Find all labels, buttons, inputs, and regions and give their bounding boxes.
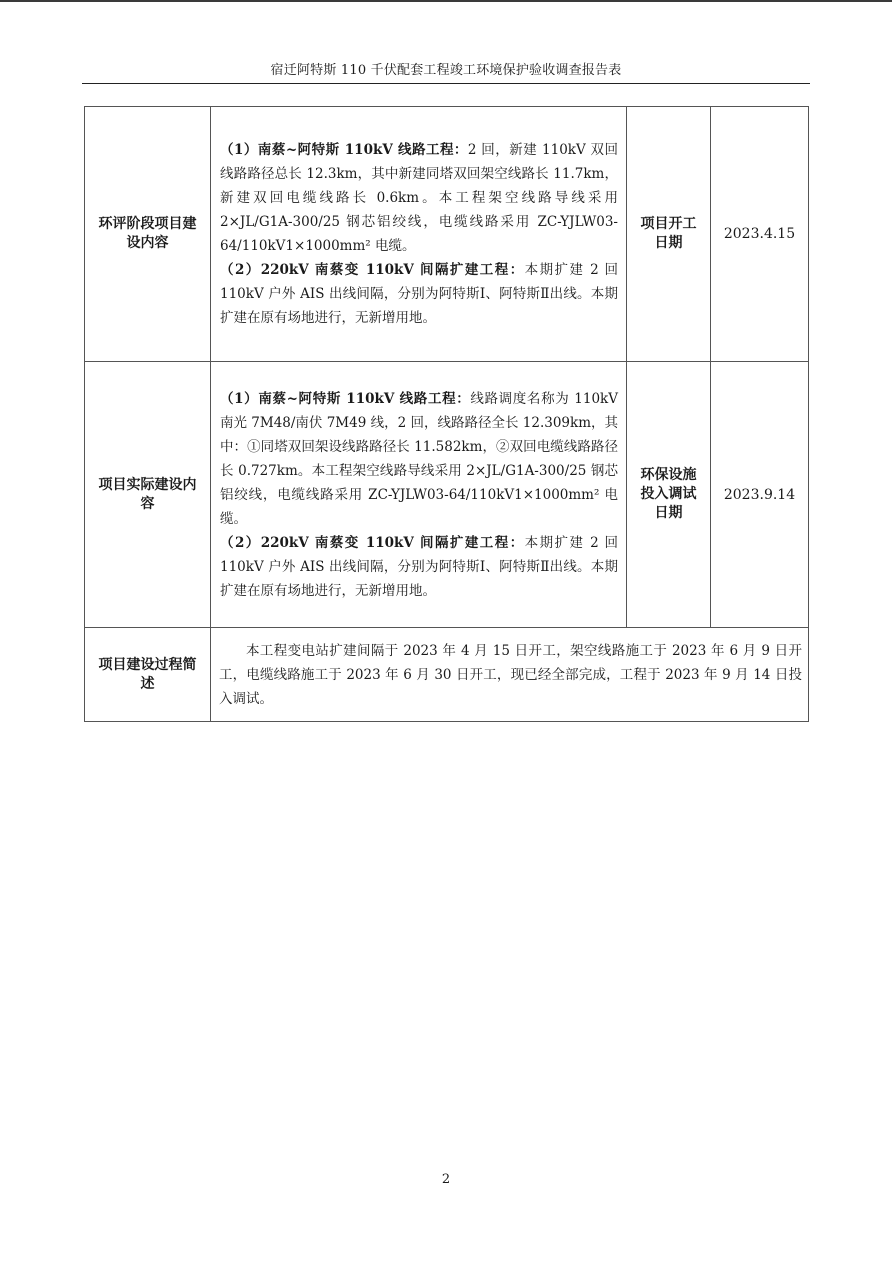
page-header-title: 宿迁阿特斯 110 千伏配套工程竣工环境保护验收调查报告表	[270, 63, 622, 78]
actual-item-1-text: 线路调度名称为 110kV 南光 7M48/南伏 7M49 线，2 回，线路路径全长 12.309km，其中：①同塔双回架设线路路径长 11.582km，②双回电缆线路路径长 0.727km。本工程架空线路导线采用 2×JL/G1A-300/25 钢芯铝绞线，电缆线路采用 ZC-YJLW03-64/110kV1×1000mm² 电缆。	[220, 390, 618, 527]
actual-item-1-title: （1）南蔡~阿特斯 110kV 线路工程：	[220, 390, 471, 407]
actual-item-2	[220, 531, 618, 603]
table-row-process-summary	[85, 628, 809, 722]
eia-item-1-text: 2 回，新建 110kV 双回线路路径总长 12.3km，其中新建同塔双回架空线路长 11.7km，新建双回电缆线路长 0.6km。本工程架空线路导线采用 2×JL/G1A-300/25 钢芯铝绞线，电缆线路采用 ZC-YJLW03-64/110kV1×1000mm² 电缆。	[220, 142, 618, 254]
commissioning-date-label: 环保设施投入调试日期	[627, 362, 711, 628]
row-label-process-summary: 项目建设过程简述	[85, 628, 211, 722]
eia-content-cell	[211, 107, 627, 362]
page-number: 2	[441, 1172, 451, 1187]
start-date-value: 2023.4.15	[711, 107, 809, 362]
row-label-eia-content: 环评阶段项目建设内容	[85, 107, 211, 362]
table-row-actual-content	[85, 362, 809, 628]
process-summary-text: 本工程变电站扩建间隔于 2023 年 4 月 15 日开工，架空线路施工于 2023 年 6 月 9 日开工，电缆线路施工于 2023 年 6 月 30 日开工，现已经全部完成，工程于 2023 年 9 月 14 日投入调试。	[211, 628, 809, 722]
actual-item-2-title: （2）220kV 南蔡变 110kV 间隔扩建工程：	[220, 534, 525, 551]
eia-item-2-title: （2）220kV 南蔡变 110kV 间隔扩建工程：	[220, 262, 525, 278]
eia-item-1	[220, 138, 618, 258]
actual-item-2-text: 本期扩建 2 回 110kV 户外 AIS 出线间隔，分别为阿特斯Ⅰ、阿特斯Ⅱ出线。本期扩建在原有场地进行，无新增用地。	[220, 534, 619, 599]
header-rule	[82, 83, 810, 84]
eia-item-1-title: （1）南蔡~阿特斯 110kV 线路工程：	[220, 142, 468, 158]
start-date-label: 项目开工日期	[627, 107, 711, 362]
commissioning-date-value: 2023.9.14	[711, 362, 809, 628]
table-row-eia-content	[85, 107, 809, 362]
row-label-actual-content: 项目实际建设内容	[85, 362, 211, 628]
page-top-border	[0, 0, 892, 2]
actual-content-cell	[211, 362, 627, 628]
report-table	[84, 106, 809, 722]
actual-item-1	[220, 387, 618, 531]
eia-item-2	[220, 258, 618, 330]
eia-item-2-text: 本期扩建 2 回 110kV 户外 AIS 出线间隔，分别为阿特斯Ⅰ、阿特斯Ⅱ出线。本期扩建在原有场地进行，无新增用地。	[220, 262, 619, 326]
